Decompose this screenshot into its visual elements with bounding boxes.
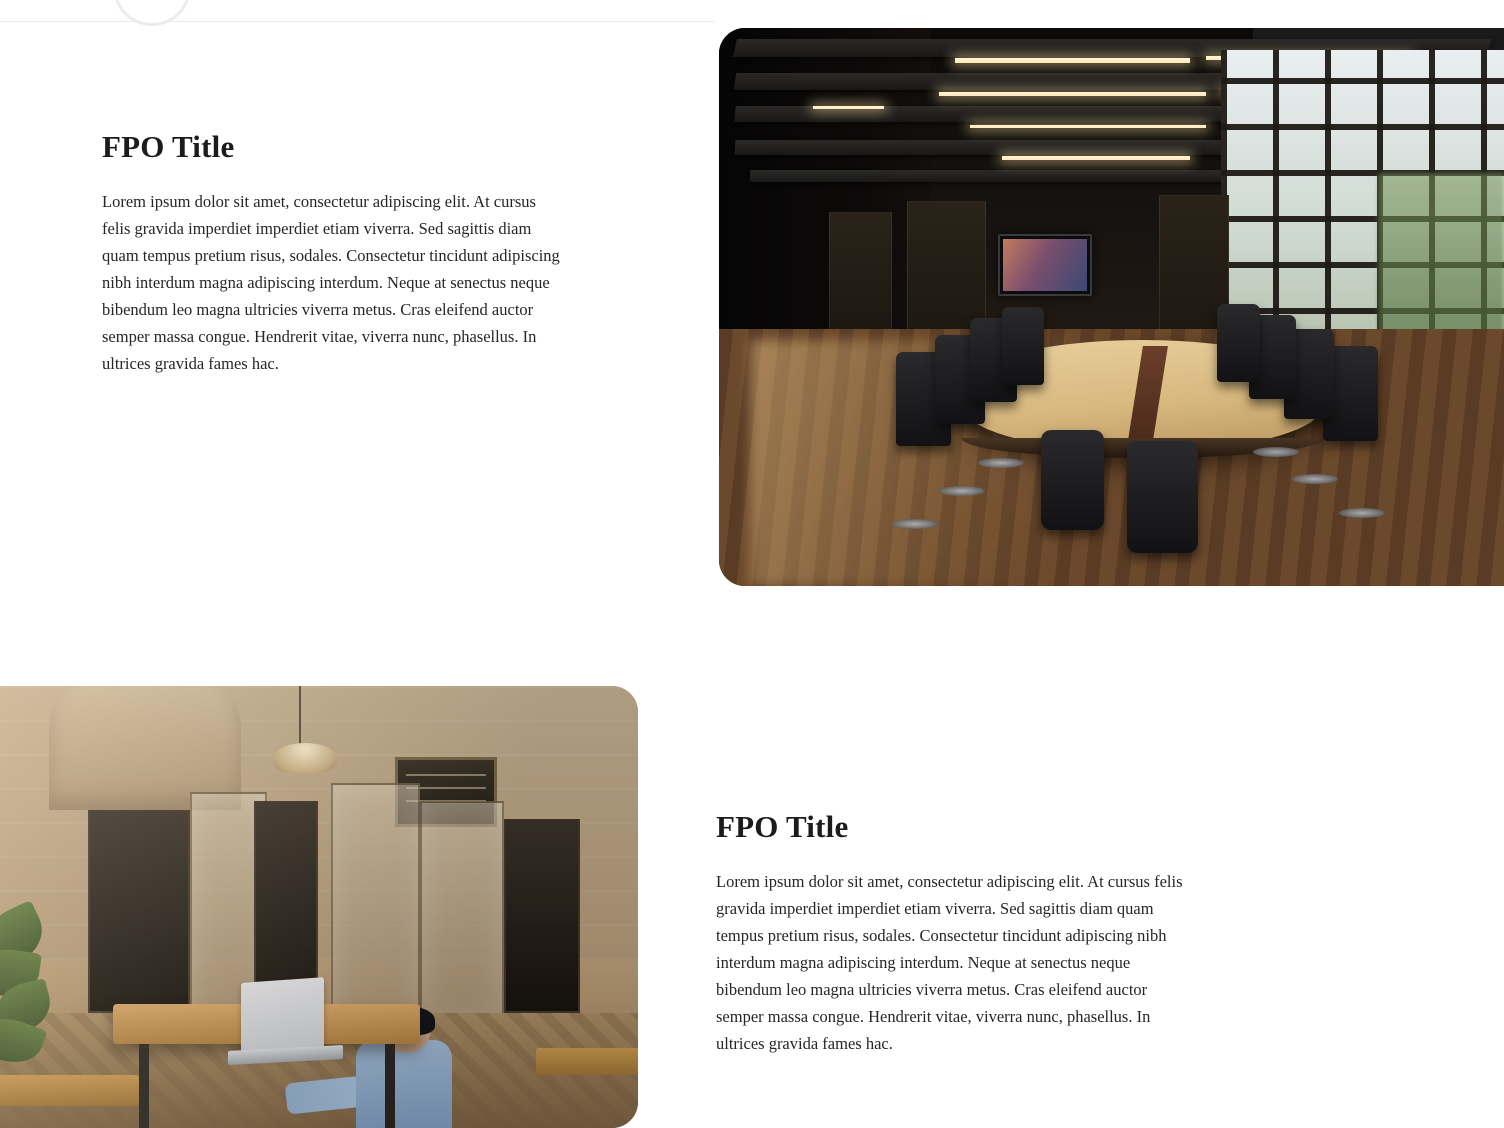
office-chair-foreground <box>1127 441 1198 553</box>
chair-base <box>892 519 938 529</box>
section-1-image <box>719 28 1504 586</box>
office-chair <box>1217 304 1259 382</box>
page-title: FPO Title <box>102 129 235 164</box>
section-2-text-block <box>716 808 1186 1057</box>
wall-display-screen <box>998 234 1092 295</box>
strip-light <box>970 125 1206 129</box>
chair-base <box>1339 508 1385 518</box>
strip-light <box>939 92 1206 96</box>
chair-base <box>939 486 985 496</box>
chair-base <box>1253 447 1299 457</box>
section-1-body: Lorem ipsum dolor sit amet, consectetur adipiscing elit. At cursus felis gravida imperdiet imperdiet etiam viverra. Sed sagittis diam quam tempus pretium risus, sodales. Consectetur tincidunt adipiscing nibh interdum magna adipiscing interdum. Neque at senectus neque bibendum leo magna ultricies viverra metus. Cras eleifend auctor semper massa congue. Hendrerit vitae, viverra nunc, phasellus. In ultrices gravida fames hac. <box>102 192 560 373</box>
circle-logo-icon <box>113 0 191 26</box>
lighting-overlay <box>0 686 638 1128</box>
screen-content <box>1003 239 1087 290</box>
strip-light <box>813 106 884 109</box>
office-chair <box>1002 307 1044 385</box>
strip-light <box>1002 156 1190 159</box>
office-chair-foreground <box>1041 430 1104 530</box>
section-1-text-block <box>102 128 562 377</box>
section-2-image <box>0 686 638 1128</box>
boardroom-illustration <box>719 28 1504 586</box>
section-2-body: Lorem ipsum dolor sit amet, consectetur adipiscing elit. At cursus felis gravida imperdiet imperdiet etiam viverra. Sed sagittis diam quam tempus pretium risus, sodales. Consectetur tincidunt adipiscing nibh interdum magna adipiscing interdum. Neque at senectus neque bibendum leo magna ultricies viverra metus. Cras eleifend auctor semper massa congue. Hendrerit vitae, viverra nunc, phasellus. In ultrices gravida fames hac. <box>716 872 1183 1053</box>
chair-base <box>978 458 1024 468</box>
top-bar <box>0 0 714 22</box>
strip-light <box>955 58 1191 62</box>
lobby-illustration <box>0 686 638 1128</box>
section-2-title: FPO Title <box>716 809 849 844</box>
